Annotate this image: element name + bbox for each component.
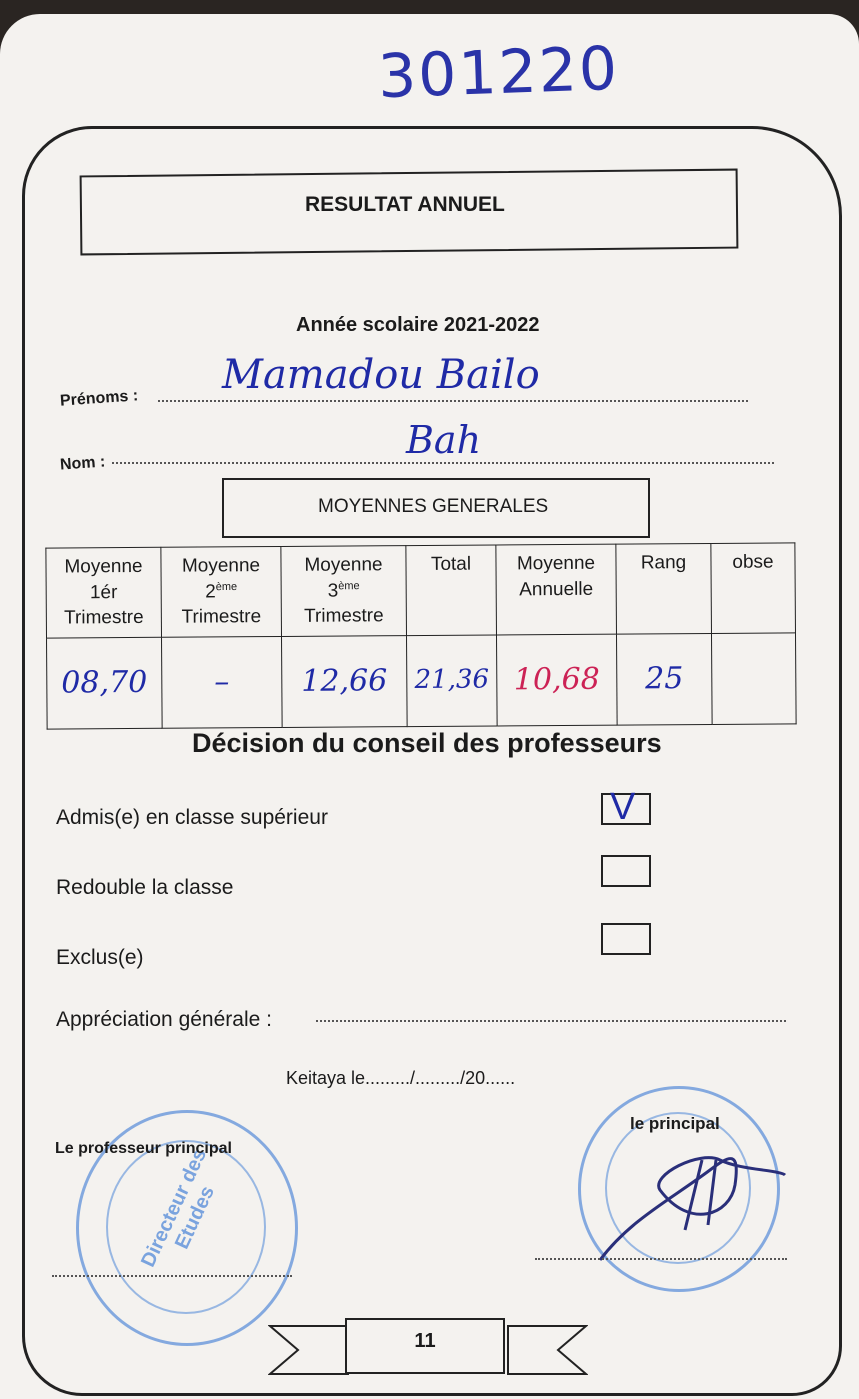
table-values-row xyxy=(47,633,797,729)
page-number: 11 xyxy=(414,1330,436,1352)
first-name-value: Mamadou Bailo xyxy=(222,352,540,398)
col-header: Moyenne Annuelle xyxy=(496,544,617,635)
value-cell: 21,36 xyxy=(406,635,497,727)
principal-signature-label: le principal xyxy=(630,1114,720,1133)
value-cell: – xyxy=(162,636,283,728)
serial-number: 301220 xyxy=(376,33,621,113)
averages-table xyxy=(45,542,796,729)
page-title: RESULTAT ANNUEL xyxy=(305,193,505,216)
decision-title: Décision du conseil des professeurs xyxy=(192,728,662,758)
value-cell: 08,70 xyxy=(47,637,163,729)
option-label: Admis(e) en classe supérieur xyxy=(56,806,328,829)
value-cell: 12,66 xyxy=(281,636,407,728)
first-name-line xyxy=(158,400,748,402)
col-header: obse xyxy=(711,543,796,634)
last-name-line xyxy=(112,462,774,464)
value-cell: 25 xyxy=(616,633,712,725)
value-cell xyxy=(711,633,796,725)
last-name-value: Bah xyxy=(406,418,482,462)
appreciation-label: Appréciation générale : xyxy=(56,1008,272,1031)
checkbox-redouble[interactable] xyxy=(601,855,651,887)
school-year: Année scolaire 2021-2022 xyxy=(296,314,540,336)
principal-signature xyxy=(590,1130,790,1270)
option-label: Redouble la classe xyxy=(56,876,234,899)
teacher-signature-line xyxy=(52,1275,292,1277)
principal-signature-line xyxy=(535,1258,787,1260)
col-header: Moyenne 2ème Trimestre xyxy=(161,546,282,637)
stamp-text: Directeur des Etudes xyxy=(137,1145,220,1271)
first-name-label: Prénoms : xyxy=(59,387,139,410)
check-mark: V xyxy=(610,786,636,828)
col-header: Total xyxy=(406,545,497,636)
value-cell: 10,68 xyxy=(496,634,617,726)
option-label: Exclus(e) xyxy=(56,946,144,969)
teacher-signature-label: Le professeur principal xyxy=(55,1140,232,1157)
table-header-row xyxy=(46,543,796,638)
col-header: Rang xyxy=(616,543,712,634)
checkbox-exclus[interactable] xyxy=(601,923,651,955)
last-name-label: Nom : xyxy=(59,453,106,474)
averages-title: MOYENNES GENERALES xyxy=(318,496,549,517)
col-header: Moyenne 3ème Trimestre xyxy=(281,546,407,637)
appreciation-line xyxy=(316,1020,786,1022)
date-line: Keitaya le........./........./20...... xyxy=(286,1068,516,1088)
col-header: Moyenne 1ér Trimestre xyxy=(46,547,162,638)
